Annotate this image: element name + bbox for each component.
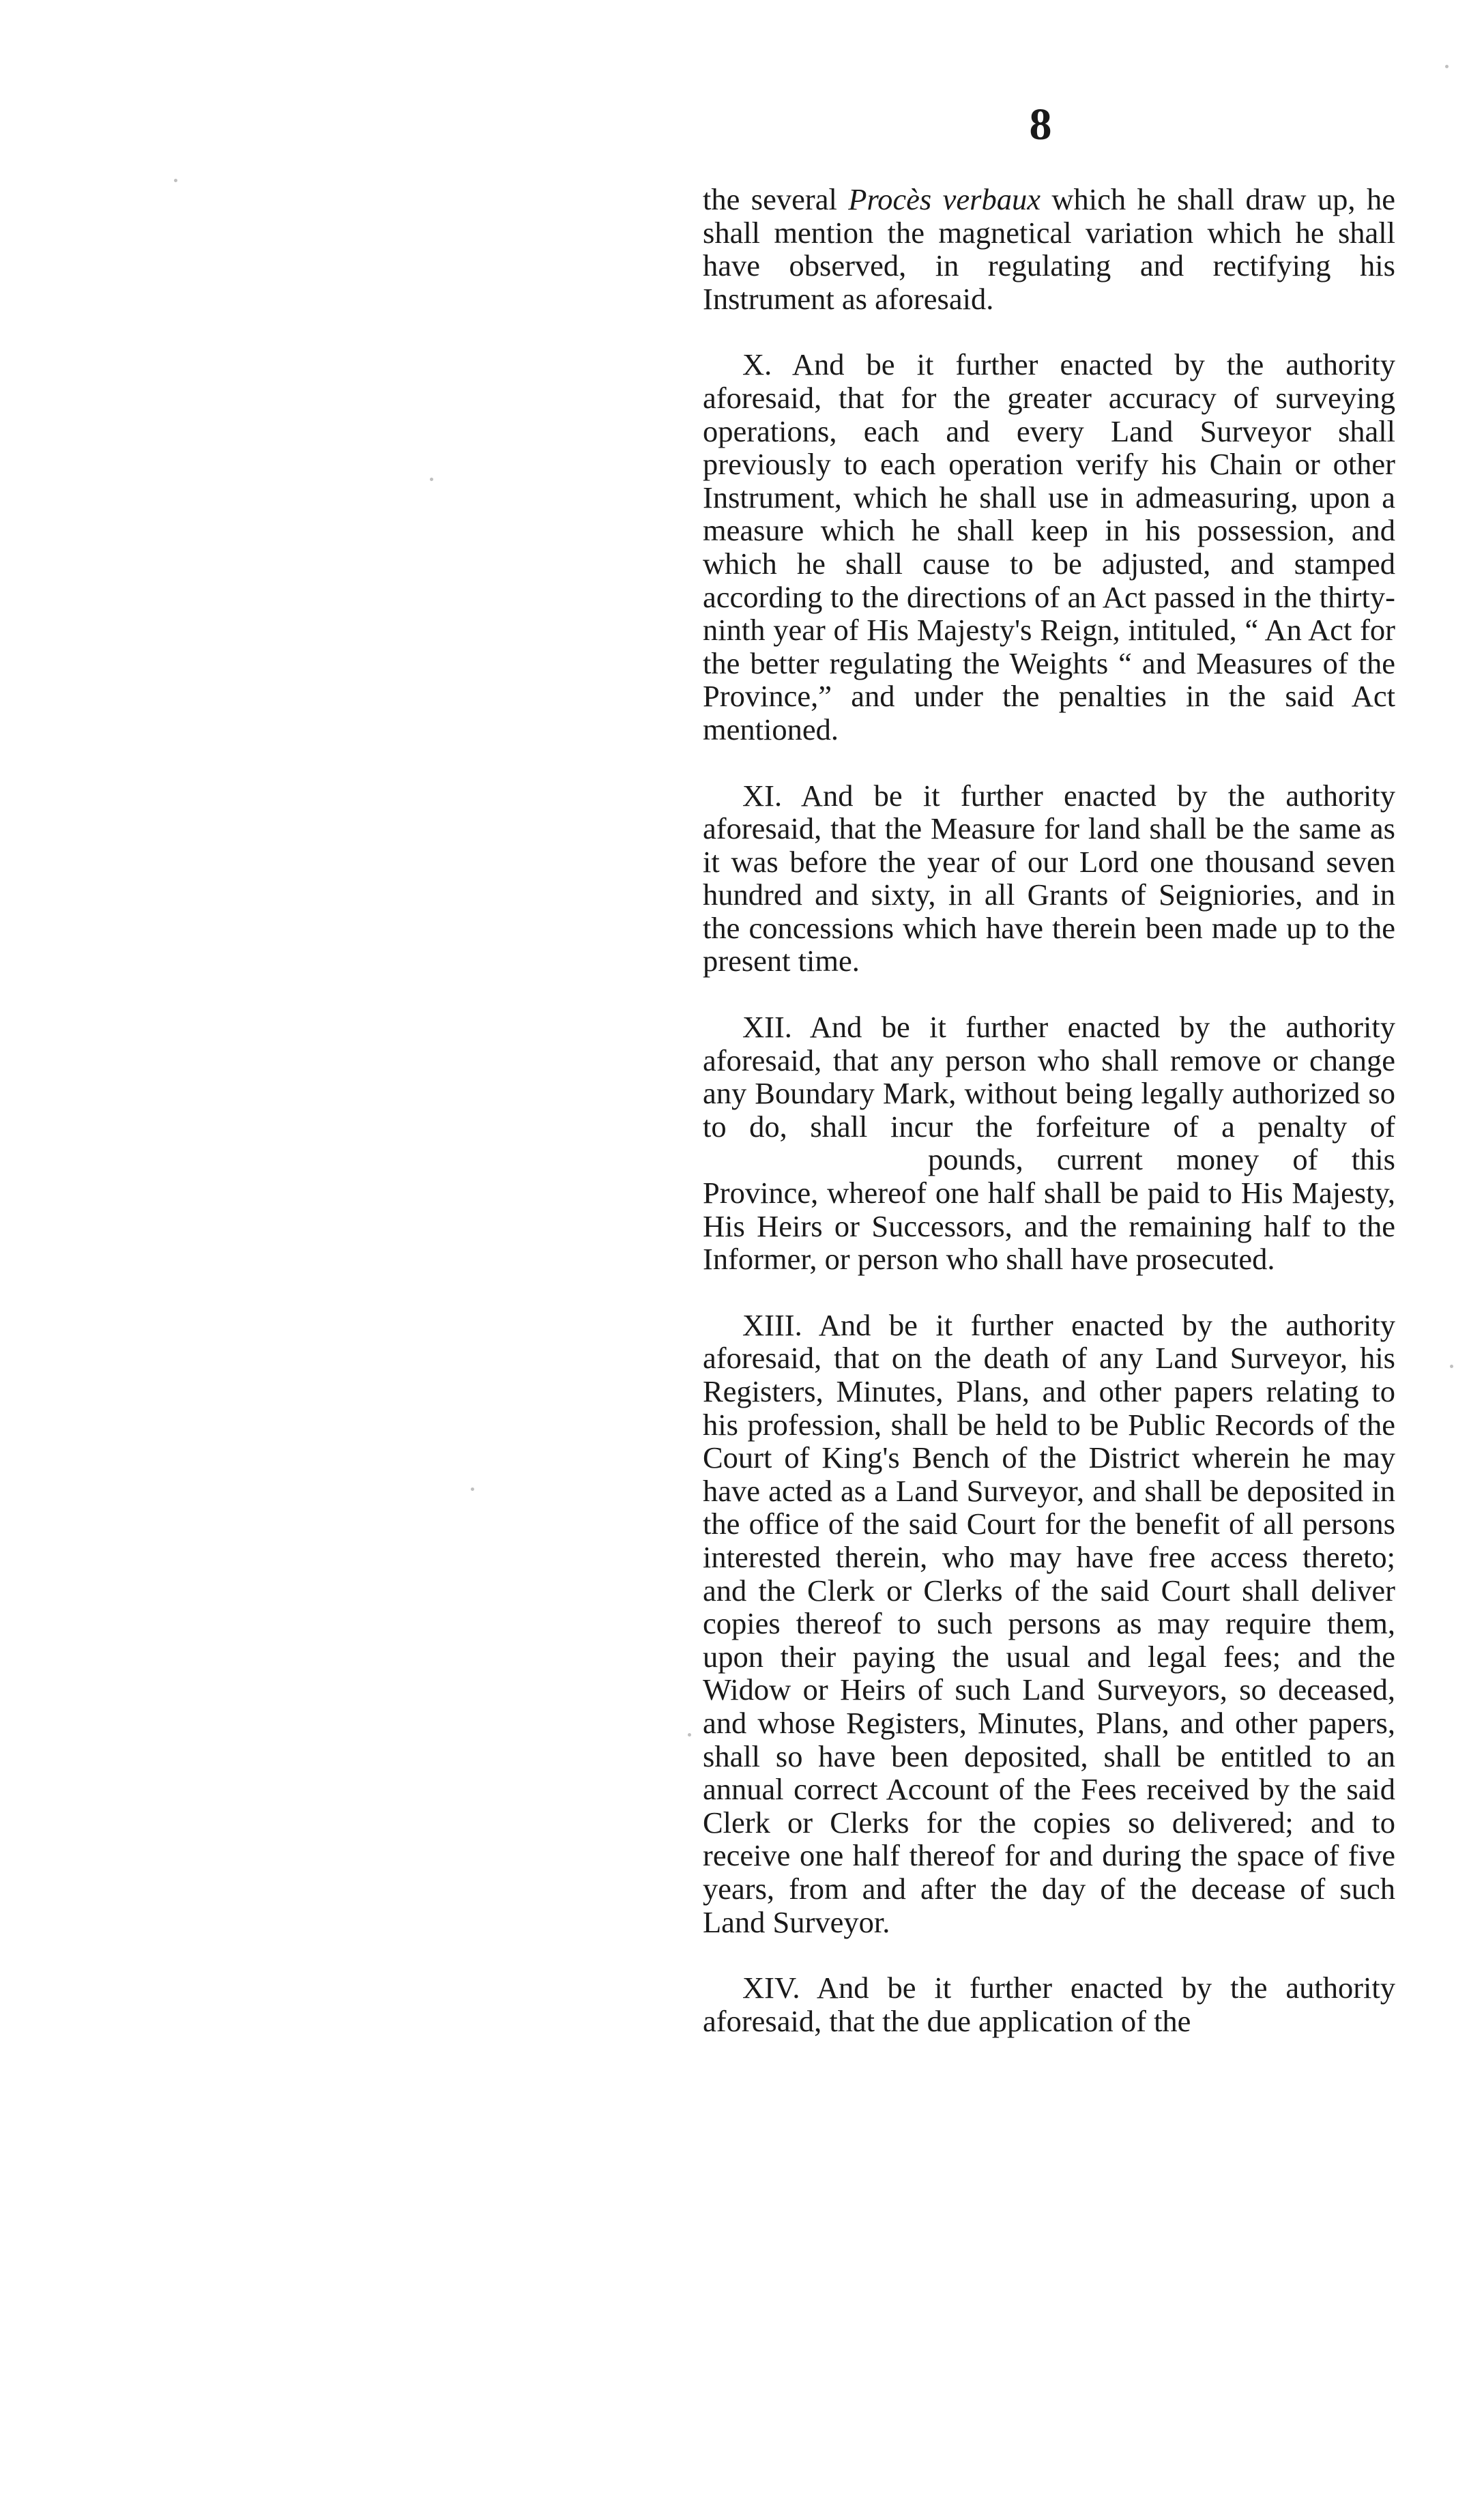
text-column	[703, 183, 1395, 2070]
section-xiii: XIII. And be it further enacted by the authority aforesaid, that on the death of any Land Surveyor, his Registers, Minutes, Plans, and other papers relating to his profession, shall be held to be Public Records of the Court of King's Bench of the District wherein he may have acted as a Land Surveyor, and shall be deposited in the office of the said Court for the benefit of all persons interested therein, who may have free access thereto; and the Clerk or Clerks of the said Court shall deliver copies thereof to such persons as may require them, upon their paying the usual and legal fees; and the Widow or Heirs of such Land Surveyors, so deceased, and whose Registers, Minutes, Plans, and other papers, shall so have been deposited, shall be entitled to an annual correct Account of the Fees received by the said Clerk or Clerks for the copies so delivered; and to receive one half thereof for and during the space of five years, from and after the day of the decease of such Land Surveyor.	[703, 1307, 1395, 1939]
scan-speck	[430, 478, 433, 481]
section-xii	[703, 1011, 1395, 1276]
paragraph-text: the several	[703, 182, 849, 216]
section-xiv: XIV. And be it further enacted by the authority aforesaid, that the due application of the	[703, 1971, 1395, 2038]
paragraph-text: pounds, current money of this Province, whereof one half shall be paid to His Majesty, His Heirs or Successors, and the remaining half to the Informer, or person who shall have prosecuted.	[703, 1142, 1395, 1277]
scan-speck	[688, 1733, 691, 1737]
paragraph-text: XII. And be it further enacted by the authority aforesaid, that any person who shall remove or change any Boundary Mark, without being legally authorized so to do, shall incur the forfeiture of a penalty of	[703, 1010, 1395, 1144]
italic-phrase: Procès verbaux	[848, 182, 1041, 216]
paragraph-continuation	[703, 183, 1395, 315]
scan-speck	[174, 179, 177, 182]
scan-speck	[1450, 1365, 1453, 1368]
scan-speck	[471, 1487, 474, 1491]
page-number: 8	[1029, 100, 1052, 149]
section-xi: XI. And be it further enacted by the authority aforesaid, that the Measure for land shall be the same as it was before the year of our Lord one thousand seven hundred and sixty, in all Grants of Seigniories, and in the concessions which have therein been made up to the present time.	[703, 778, 1395, 978]
scan-speck	[1445, 65, 1449, 68]
section-x: X. And be it further enacted by the authority aforesaid, that for the greater accuracy of surveying operations, each and every Land Surveyor shall previously to each operation verify his Chain or other Instrument, which he shall use in admeasuring, upon a measure which he shall keep in his possession, and which he shall cause to be adjusted, and stamped according to the directions of an Act passed in the thirty-ninth year of His Majesty's Reign, intituled, “ An Act for the better regulating the Weights “ and Measures of the Province,” and under the penalties in the said Act mentioned.	[703, 347, 1395, 746]
paragraph-text: which he shall draw up, he shall mention the magnetical variation which he shall have observed, in regulating and rectifying his Instrument as aforesaid.	[703, 182, 1395, 316]
